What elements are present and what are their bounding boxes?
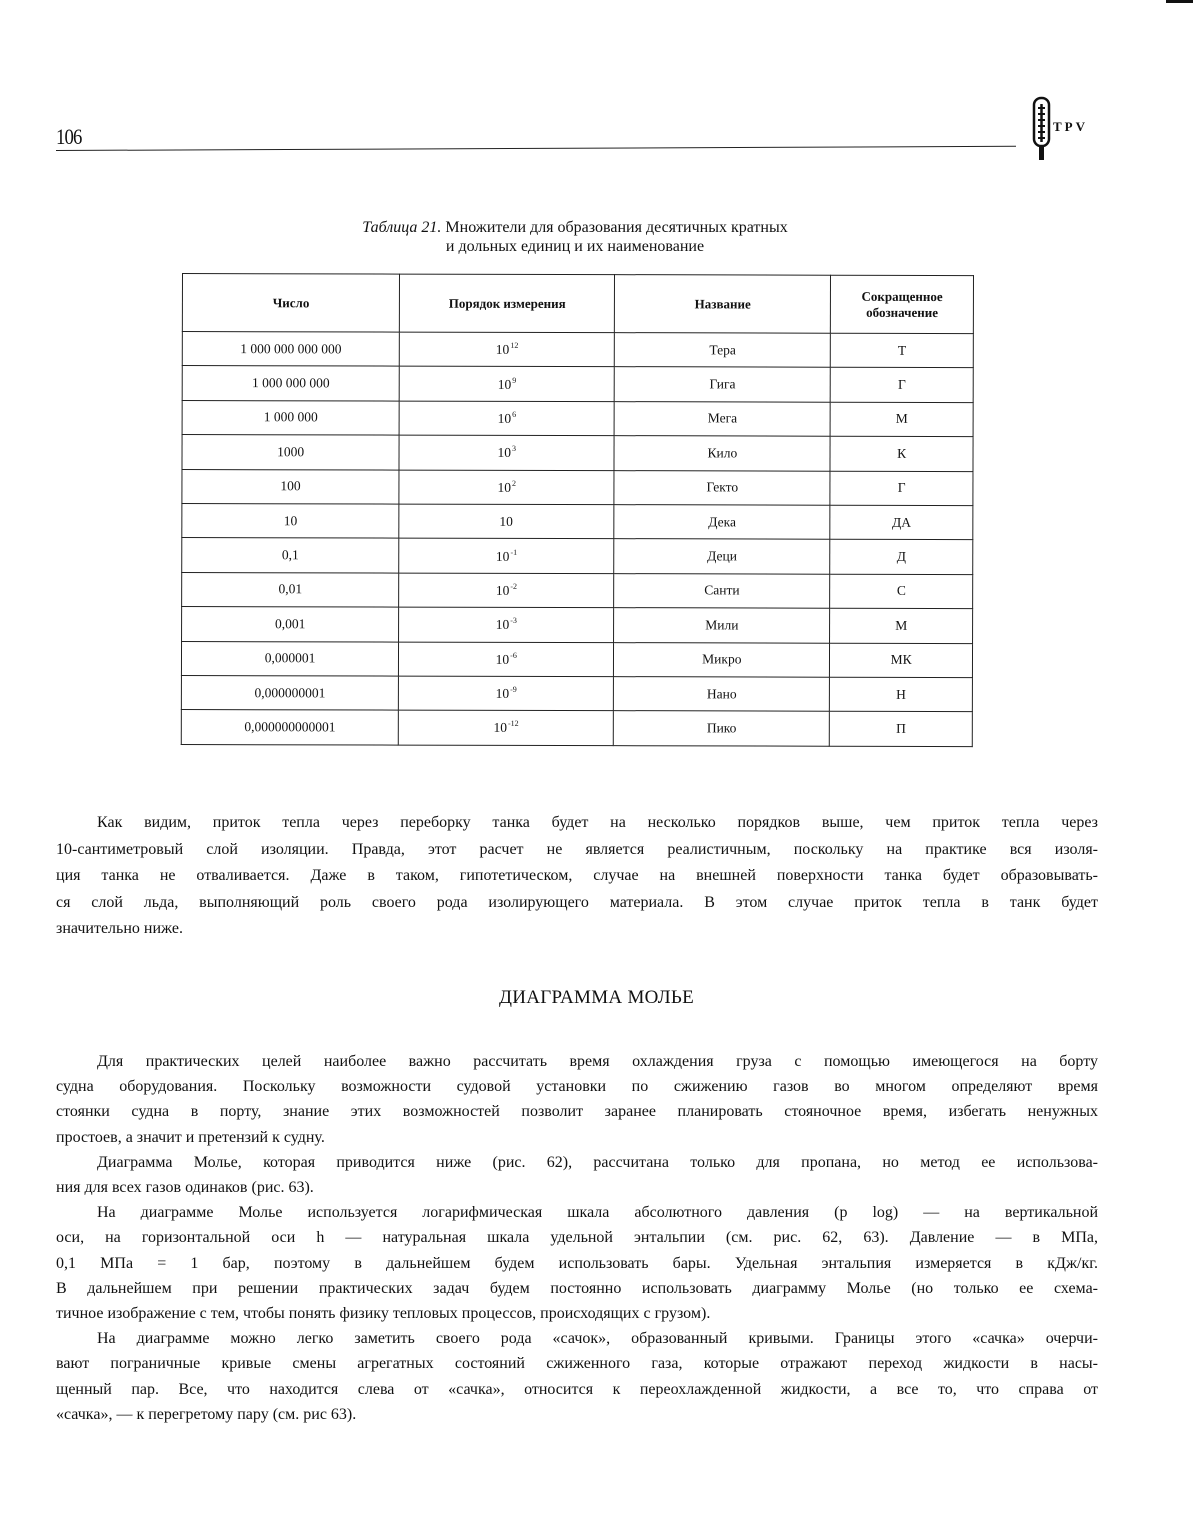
- cell-number: 0,01: [182, 572, 399, 607]
- cell-number: 1 000 000 000: [182, 366, 399, 401]
- cell-prefix-name: Деци: [614, 539, 830, 574]
- cell-number: 100: [182, 469, 399, 504]
- thermometer-icon: [1032, 96, 1052, 162]
- order-exponent: 12: [510, 341, 519, 351]
- table-row: [182, 366, 973, 402]
- table-caption: [240, 218, 910, 256]
- table-row: [182, 607, 973, 643]
- order-exponent: -12: [507, 719, 519, 729]
- text-line: щенный пар. Все, что находится слева от «сачка», относится к переохлажденной жидкости, а все то, что справа от: [56, 1380, 1098, 1398]
- table-row: [182, 572, 973, 608]
- cell-number: 10: [182, 503, 399, 538]
- text-line: ния для всех газов одинаков (рис. 63).: [56, 1179, 314, 1197]
- header-rule: [56, 146, 1016, 151]
- column-header-name: Название: [615, 275, 831, 334]
- text-line: На диаграмме Молье используется логарифмическая шкала абсолютного давления (p log) — на вертикальной: [97, 1204, 1098, 1222]
- cell-number: 0,000000001: [181, 675, 398, 710]
- cell-abbreviation: Д: [830, 540, 973, 575]
- column-header-number: Число: [182, 274, 399, 333]
- cell-prefix-name: Мили: [614, 608, 830, 643]
- table-row: [181, 675, 972, 711]
- order-exponent: 2: [511, 478, 516, 488]
- cell-prefix-name: Дека: [614, 505, 830, 540]
- section-body: [56, 1049, 1098, 1427]
- cell-order: [399, 538, 614, 573]
- cell-order: [399, 332, 614, 367]
- cell-order: [399, 366, 614, 401]
- order-exponent: -2: [510, 581, 518, 591]
- cell-abbreviation: Т: [831, 333, 974, 368]
- page-number: 106: [56, 124, 82, 149]
- cell-order: [399, 401, 614, 436]
- text-line: вают пограничные кривые смены агрегатных состояний сжиженного газа, которые отражают переход жидкости в насы-: [56, 1355, 1098, 1373]
- text-line: Для практических целей наиболее важно рассчитать время охлаждения груза с помощью имеющегося на борту: [97, 1053, 1098, 1070]
- table-header-row: [182, 274, 973, 334]
- order-base: 10: [495, 582, 510, 598]
- order-exponent: -9: [510, 684, 517, 694]
- table-caption-line-2: и дольных единиц и их наименование: [445, 238, 705, 255]
- cell-order: [399, 710, 614, 745]
- cell-number: 1000: [182, 435, 399, 470]
- cell-prefix-name: Пико: [614, 711, 830, 746]
- order-exponent: 6: [512, 409, 517, 419]
- cell-number: 1 000 000 000 000: [182, 332, 399, 367]
- cell-abbreviation: Г: [830, 471, 973, 506]
- order-base: 10: [495, 617, 510, 633]
- order-exponent: 3: [512, 444, 517, 454]
- text-line: В дальнейшем при решении практических задач будем постоянно использовать диаграмму Молье (но только ее схема-: [56, 1279, 1098, 1297]
- section-heading: ДИАГРАММА МОЛЬЕ: [498, 987, 695, 1008]
- table-row: [182, 503, 973, 539]
- order-base: 10: [497, 445, 512, 461]
- text-line: судна оборудования. Поскольку возможности судовой установки по сжижению газов во многом определяют время: [56, 1078, 1098, 1096]
- cell-order: [399, 435, 614, 470]
- text-line: значительно ниже.: [56, 920, 183, 937]
- order-base: 10: [493, 720, 508, 736]
- publisher-logo: [1032, 96, 1122, 162]
- column-header-abbreviation: Сокращенное обозначение: [831, 275, 974, 333]
- table-row: [181, 710, 972, 746]
- column-header-order: Порядок измерения: [400, 274, 615, 333]
- cell-number: 0,1: [182, 538, 399, 573]
- table-row: [181, 641, 972, 677]
- text-line: простоев, а значит и претензий к судну.: [56, 1128, 325, 1146]
- text-line: стоянки судна в порту, знание этих возможностей позволит заранее планировать стояночное время, избегать ненужных: [56, 1103, 1098, 1121]
- paragraph-cooling-time: [56, 1049, 1098, 1150]
- order-base: 10: [495, 548, 510, 564]
- cell-number: 0,001: [182, 607, 399, 642]
- paragraph-mollier-axes: [56, 1200, 1098, 1326]
- order-base: 10: [499, 513, 513, 530]
- cell-number: 0,000001: [181, 641, 398, 676]
- order-base: 10: [495, 685, 510, 701]
- cell-abbreviation: С: [830, 574, 973, 609]
- cell-abbreviation: М: [830, 402, 973, 437]
- cell-order: [399, 573, 614, 608]
- cell-abbreviation: Н: [830, 677, 973, 712]
- table-row: [182, 400, 973, 436]
- order-base: 10: [495, 651, 510, 667]
- cell-abbreviation: Г: [831, 368, 974, 403]
- cell-prefix-name: Тера: [615, 333, 831, 368]
- table-row: [182, 435, 973, 471]
- cell-number: 1 000 000: [182, 400, 399, 435]
- order-exponent: 9: [512, 375, 517, 385]
- text-line: Как видим, приток тепла через переборку танка будет на несколько порядков выше, чем приток тепла через: [97, 814, 1098, 831]
- logo-text: TPV: [1053, 119, 1088, 134]
- text-line: оси, на горизонтальной оси h — натуральная шкала удельной энтальпии (см. рис. 62, 63). Давление — в МПа,: [56, 1229, 1098, 1247]
- text-line: «сачка», — к перегретому пару (см. рис 63).: [56, 1405, 357, 1423]
- order-exponent: -6: [510, 650, 517, 660]
- table-caption-label: Таблица 21.: [362, 219, 442, 236]
- text-line: ция танка не отваливается. Даже в таком, гипотетическом, случае на внешней поверхности танка будет образовывать-: [56, 867, 1098, 884]
- text-line: На диаграмме можно легко заметить своего рода «сачок», образованный кривыми. Границы этого «сачка» очерчи-: [97, 1330, 1098, 1348]
- table-row: [182, 332, 973, 368]
- cell-order: [399, 607, 614, 642]
- cell-prefix-name: Микро: [614, 642, 830, 677]
- cell-prefix-name: Кило: [614, 436, 830, 471]
- table-row: [182, 469, 973, 505]
- cell-prefix-name: Мега: [614, 401, 830, 436]
- cell-number: 0,000000000001: [181, 710, 398, 745]
- text-line: Диаграмма Молье, которая приводится ниже (рис. 62), рассчитана только для пропана, но метод ее использова-: [97, 1153, 1098, 1171]
- text-line: ся слой льда, выполняющий роль своего рода изолирующего материала. В этом случае приток тепла в танк будет: [56, 893, 1098, 911]
- cell-abbreviation: К: [830, 436, 973, 471]
- unit-multipliers-table: [181, 273, 974, 747]
- order-exponent: -3: [510, 616, 517, 626]
- order-base: 10: [495, 342, 510, 358]
- cell-abbreviation: М: [830, 608, 973, 643]
- text-line: тичное изображение с тем, чтобы понять физику тепловых процессов, происходящих с грузом).: [56, 1305, 711, 1323]
- order-exponent: -1: [510, 547, 518, 557]
- cell-prefix-name: Гекто: [614, 470, 830, 505]
- order-base: 10: [497, 479, 511, 495]
- paragraph-heat-inflow: [56, 810, 1098, 943]
- cell-abbreviation: П: [830, 711, 973, 746]
- paragraph-mollier-net: [56, 1326, 1098, 1427]
- cell-order: [399, 470, 614, 505]
- cell-abbreviation: ДА: [830, 505, 973, 540]
- cell-order: [399, 642, 614, 677]
- cell-prefix-name: Нано: [614, 677, 830, 712]
- text-line: 0,1 МПа = 1 бар, поэтому в дальнейшем будем использовать бары. Удельная энтальпия измеряется в кДж/кг.: [56, 1254, 1098, 1272]
- cell-abbreviation: МК: [830, 643, 973, 678]
- cell-prefix-name: Санти: [614, 573, 830, 608]
- scan-corner-mark: [1166, 0, 1193, 3]
- text-line: 10-сантиметровый слой изоляции. Правда, этот расчет не является реалистичным, поскольку на практике вся изоля-: [56, 840, 1098, 858]
- cell-order: [399, 676, 614, 711]
- order-base: 10: [497, 376, 512, 392]
- table-caption-line-1: Множители для образования десятичных кратных: [441, 219, 788, 236]
- cell-prefix-name: Гига: [614, 367, 830, 402]
- order-base: 10: [497, 410, 512, 426]
- paragraph-mollier-propane: [56, 1150, 1098, 1200]
- table-row: [182, 538, 973, 574]
- cell-order: [399, 504, 614, 539]
